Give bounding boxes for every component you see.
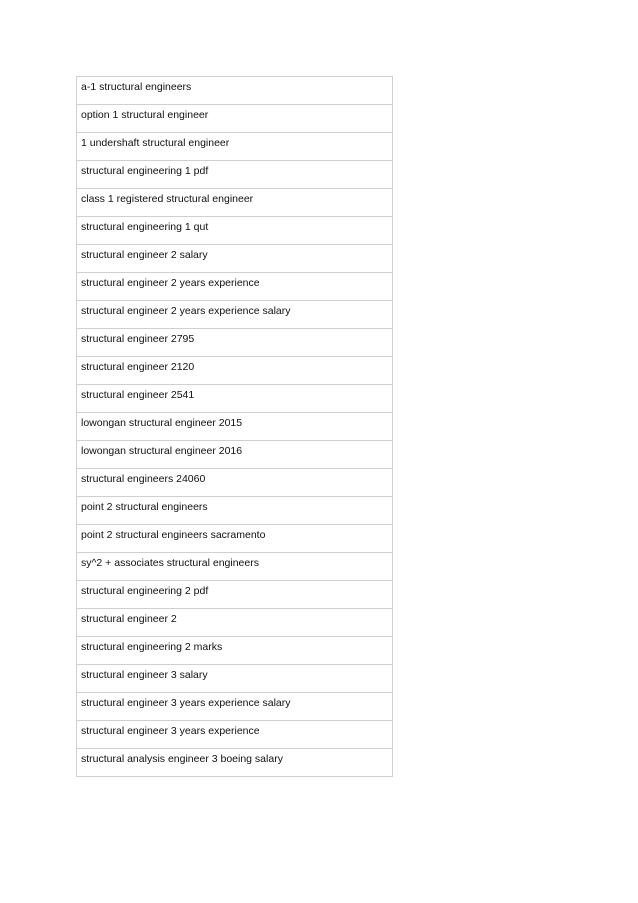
keyword-cell — [77, 749, 393, 777]
keyword-table — [76, 76, 393, 777]
keyword-text: 1 undershaft structural engineer — [81, 137, 230, 149]
keyword-text: structural engineers 24060 — [81, 473, 206, 485]
keyword-text: structural engineer 2 — [81, 613, 177, 625]
keyword-cell — [77, 385, 393, 413]
keyword-table-body — [77, 77, 393, 777]
keyword-cell — [77, 245, 393, 273]
table-row — [77, 749, 393, 777]
table-row — [77, 525, 393, 553]
keyword-cell — [77, 133, 393, 161]
keyword-text: structural engineer 2795 — [81, 333, 195, 345]
table-row — [77, 245, 393, 273]
table-row — [77, 693, 393, 721]
keyword-cell — [77, 189, 393, 217]
table-row — [77, 413, 393, 441]
keyword-text: structural engineering 2 pdf — [81, 585, 209, 597]
keyword-text: structural engineering 2 marks — [81, 641, 223, 653]
keyword-text: point 2 structural engineers sacramento — [81, 529, 266, 541]
table-row — [77, 161, 393, 189]
table-row — [77, 637, 393, 665]
keyword-cell — [77, 357, 393, 385]
table-row — [77, 385, 393, 413]
keyword-cell — [77, 637, 393, 665]
table-row — [77, 497, 393, 525]
table-row — [77, 105, 393, 133]
keyword-text: structural engineer 3 salary — [81, 669, 208, 681]
keyword-text: lowongan structural engineer 2015 — [81, 417, 243, 429]
keyword-cell — [77, 581, 393, 609]
table-row — [77, 189, 393, 217]
table-row — [77, 273, 393, 301]
keyword-text: structural engineering 1 qut — [81, 221, 209, 233]
keyword-cell — [77, 273, 393, 301]
table-row — [77, 133, 393, 161]
table-row — [77, 581, 393, 609]
keyword-cell — [77, 665, 393, 693]
keyword-cell — [77, 553, 393, 581]
table-row — [77, 553, 393, 581]
keyword-text: class 1 registered structural engineer — [81, 193, 254, 205]
table-row — [77, 609, 393, 637]
table-row — [77, 441, 393, 469]
keyword-cell — [77, 693, 393, 721]
keyword-cell — [77, 217, 393, 245]
keyword-cell — [77, 609, 393, 637]
keyword-text: structural engineer 3 years experience — [81, 725, 260, 737]
keyword-text: sy^2 + associates structural engineers — [81, 557, 259, 569]
keyword-text: structural engineer 2 years experience — [81, 277, 260, 289]
keyword-text: structural engineer 2 salary — [81, 249, 208, 261]
keyword-cell — [77, 105, 393, 133]
keyword-text: structural engineer 2120 — [81, 361, 195, 373]
table-row — [77, 77, 393, 105]
keyword-cell — [77, 77, 393, 105]
keyword-cell — [77, 329, 393, 357]
keyword-cell — [77, 441, 393, 469]
keyword-cell — [77, 469, 393, 497]
table-row — [77, 357, 393, 385]
keyword-cell — [77, 301, 393, 329]
keyword-text: lowongan structural engineer 2016 — [81, 445, 243, 457]
keyword-text: structural analysis engineer 3 boeing salary — [81, 753, 283, 765]
keyword-text: structural engineer 2541 — [81, 389, 195, 401]
keyword-cell — [77, 497, 393, 525]
table-row — [77, 469, 393, 497]
keyword-text: point 2 structural engineers — [81, 501, 208, 513]
keyword-cell — [77, 161, 393, 189]
table-row — [77, 329, 393, 357]
keyword-cell — [77, 721, 393, 749]
keyword-text: structural engineer 2 years experience salary — [81, 305, 291, 317]
table-row — [77, 217, 393, 245]
table-row — [77, 301, 393, 329]
table-row — [77, 665, 393, 693]
table-row — [77, 721, 393, 749]
keyword-text: a-1 structural engineers — [81, 81, 192, 93]
keyword-text: option 1 structural engineer — [81, 109, 209, 121]
keyword-cell — [77, 413, 393, 441]
keyword-cell — [77, 525, 393, 553]
keyword-text: structural engineer 3 years experience salary — [81, 697, 291, 709]
keyword-text: structural engineering 1 pdf — [81, 165, 209, 177]
